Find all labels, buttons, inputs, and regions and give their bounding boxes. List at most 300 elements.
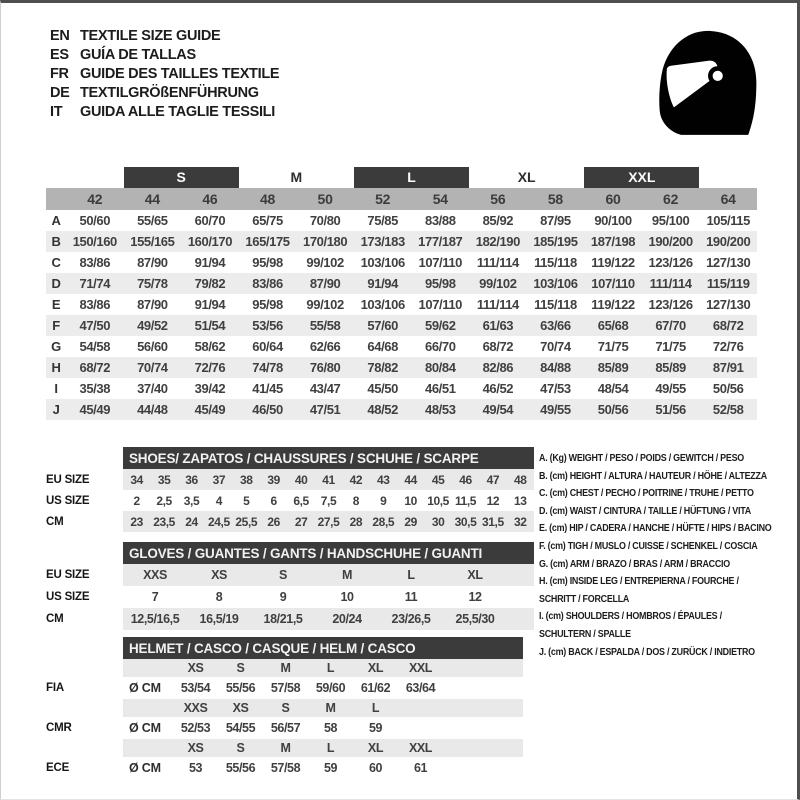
shoes-value: 31,5 (482, 514, 504, 529)
measure-value: 72/76 (712, 339, 744, 354)
language-row (50, 26, 279, 45)
measure-value: 177/187 (418, 234, 463, 249)
shoes-value: 11,5 (454, 493, 477, 508)
measure-value: 41/45 (252, 381, 283, 396)
legend-line: H. (cm) INSIDE LEG / ENTREPIERNA / FOURCHE / (539, 575, 739, 588)
language-row (50, 102, 279, 121)
measure-value: 95/98 (425, 276, 456, 291)
measure-value: 50/60 (79, 213, 111, 228)
measure-value: 65/68 (597, 318, 629, 333)
measure-value: 49/55 (655, 381, 686, 396)
measure-value: 37/40 (137, 381, 168, 396)
measure-row-c (46, 252, 757, 273)
shoes-value: 44 (404, 472, 417, 487)
measure-row-a (46, 210, 757, 231)
shoes-value: 42 (349, 472, 363, 487)
measure-value: 95/98 (252, 255, 283, 270)
measure-row-f (46, 315, 757, 336)
measure-row-j (46, 399, 757, 420)
helmet-size: XS (187, 741, 204, 755)
measure-value: 61/63 (482, 318, 514, 333)
size-number: 58 (547, 191, 564, 207)
legend-line: B. (cm) HEIGHT / ALTURA / HAUTEUR / HÖHE / ALTEZZA (539, 469, 767, 482)
measure-value: 107/110 (591, 276, 635, 291)
legend-item-i (539, 608, 770, 643)
gloves-row-us-size (46, 586, 534, 608)
measure-value: 50/56 (597, 402, 629, 417)
shoes-value: 36 (185, 472, 198, 487)
measure-row-label: H (51, 360, 61, 375)
size-strip (123, 699, 523, 717)
measure-value: 84/88 (540, 360, 571, 375)
gloves-row-cm (46, 608, 534, 630)
helmet-size: XXS (183, 701, 208, 715)
measure-value: 87/95 (540, 213, 571, 228)
measure-value: 160/170 (187, 234, 233, 249)
measure-value: 51/56 (655, 402, 686, 417)
measure-row-b (46, 231, 757, 252)
helmet-value: 55/56 (225, 681, 256, 695)
measure-value: 103/106 (533, 276, 578, 291)
shoes-value: 39 (267, 472, 280, 487)
measure-value: 39/42 (194, 381, 226, 396)
helmet-size: L (326, 741, 335, 755)
legend-item-h (539, 573, 770, 608)
gloves-value: 12 (468, 590, 482, 604)
shoes-value: 2,5 (156, 493, 172, 508)
shoes-value: 46 (459, 472, 472, 487)
shoes-value: 23 (130, 514, 143, 529)
measure-value: 75/78 (137, 276, 168, 291)
measure-value: 80/84 (425, 360, 456, 375)
measure-row-label: C (51, 255, 61, 270)
size-group-l: L (354, 167, 469, 188)
language-header (50, 26, 279, 121)
measure-value: 56/60 (137, 339, 168, 354)
gloves-value: XS (211, 568, 227, 582)
size-number: 60 (605, 191, 621, 207)
measure-row-label: J (52, 402, 60, 417)
measure-value: 90/100 (594, 213, 632, 228)
legend-line: SCHRITT / FORCELLA (539, 592, 630, 605)
unit-label: US SIZE (46, 494, 90, 507)
value-strip (123, 608, 534, 630)
gloves-value: 20/24 (332, 612, 362, 626)
measure-value: 165/175 (245, 234, 290, 249)
measure-row-h (46, 357, 757, 378)
measure-value: 111/114 (476, 297, 519, 312)
measure-value: 187/198 (590, 234, 636, 249)
shoes-value: 27,5 (317, 514, 340, 529)
measure-value: 103/106 (360, 297, 405, 312)
gloves-value: 12,5/16,5 (130, 612, 180, 626)
gloves-value: 8 (215, 590, 223, 604)
helmet-size: XXL (408, 661, 433, 675)
value-strip (123, 511, 534, 532)
shoes-value: 6 (270, 493, 277, 508)
size-group-xxl: XXL (584, 167, 699, 188)
size-number: 48 (259, 191, 276, 207)
measure-row-d (46, 273, 757, 294)
measure-value: 107/110 (418, 255, 463, 270)
measure-value: 68/72 (79, 360, 111, 375)
helmet-value: 53/54 (180, 681, 211, 695)
helmet-size: M (280, 741, 291, 755)
measure-value: 71/75 (597, 339, 629, 354)
value-strip (123, 677, 523, 699)
shoes-value: 45 (431, 472, 445, 487)
size-number: 56 (490, 191, 506, 207)
gloves-row-eu-size (46, 564, 534, 586)
helmet-size-row-cmr (46, 699, 523, 717)
measure-value: 123/126 (648, 297, 693, 312)
measure-value: 47/50 (79, 318, 111, 333)
helmet-size: XS (232, 701, 249, 715)
measure-value: 70/80 (309, 213, 341, 228)
measure-row-label: B (51, 234, 61, 249)
measure-value: 83/86 (79, 255, 111, 270)
legend-item-c (539, 485, 770, 503)
helmet-value: 60 (368, 761, 383, 775)
measure-value: 55/65 (137, 213, 168, 228)
helmet-size: XL (367, 661, 384, 675)
size-group-s: S (124, 167, 239, 188)
helmet-size: M (280, 661, 291, 675)
shoes-value: 30 (431, 514, 445, 529)
measure-value: 67/70 (655, 318, 686, 333)
language-guide-title: TEXTILGRÖßENFÜHRUNG (80, 84, 259, 101)
measure-value: 82/86 (482, 360, 514, 375)
measure-value: 91/94 (367, 276, 398, 291)
measure-value: 123/126 (648, 255, 693, 270)
gloves-value: XXS (143, 568, 167, 582)
helmet-value: 59/60 (315, 681, 346, 695)
shoes-value: 12 (486, 493, 500, 508)
language-row (50, 45, 279, 64)
helmet-size: XXL (408, 741, 433, 755)
gloves-value: 16,5/19 (199, 612, 239, 626)
shoes-value: 6,5 (293, 493, 309, 508)
measure-value: 105/115 (706, 213, 750, 228)
measure-value: 87/90 (137, 297, 168, 312)
helmet-size: S (236, 741, 245, 755)
helmet-size: S (236, 661, 245, 675)
shoes-value: 7,5 (320, 493, 337, 508)
measure-value: 79/82 (194, 276, 226, 291)
measure-value: 47/53 (540, 381, 571, 396)
measure-row-label: G (51, 339, 61, 354)
measure-value: 70/74 (137, 360, 168, 375)
shoes-value: 32 (514, 514, 527, 529)
gloves-table (46, 542, 534, 630)
shoes-value: 26 (267, 514, 280, 529)
helmet-size: S (281, 701, 290, 715)
language-code-it: IT (50, 103, 63, 120)
measure-value: 50/56 (712, 381, 744, 396)
shoes-value: 13 (514, 493, 527, 508)
measure-row-g (46, 336, 757, 357)
language-guide-title: TEXTILE SIZE GUIDE (80, 27, 221, 44)
size-group-row (46, 167, 757, 188)
measure-value: 43/47 (309, 381, 341, 396)
unit-label: EU SIZE (46, 473, 90, 486)
measure-value: 55/58 (309, 318, 341, 333)
measure-value: 95/98 (252, 297, 283, 312)
value-strip (123, 490, 534, 511)
standard-label-spacer (46, 739, 123, 757)
gloves-value: 11 (404, 590, 418, 604)
measure-value: 62/66 (309, 339, 341, 354)
racing-helmet-icon (650, 27, 763, 141)
measure-value: 111/114 (649, 276, 692, 291)
shoes-value: 29 (404, 514, 417, 529)
measure-value: 66/70 (425, 339, 456, 354)
gloves-value: 7 (151, 590, 159, 604)
language-guide-title: GUÍA DE TALLAS (80, 46, 196, 63)
language-guide-title: GUIDA ALLE TAGLIE TESSILI (80, 103, 275, 120)
measure-value: 190/200 (706, 234, 751, 249)
shoes-value: 38 (240, 472, 253, 487)
shoes-value: 28 (349, 514, 363, 529)
helmet-title: HELMET / CASCO / CASQUE / HELM / CASCO (123, 637, 523, 659)
measure-value: 115/119 (706, 276, 750, 291)
value-strip (123, 564, 534, 586)
measure-value: 83/86 (79, 297, 111, 312)
measure-row-label: F (52, 318, 60, 333)
measure-value: 45/49 (79, 402, 111, 417)
measure-value: 87/91 (712, 360, 744, 375)
measure-value: 91/94 (194, 297, 226, 312)
size-group-xl: XL (517, 169, 536, 185)
measure-value: 70/74 (540, 339, 571, 354)
legend-line: J. (cm) BACK / ESPALDA / DOS / ZURÜCK / INDIETRO (539, 645, 755, 658)
language-guide-title: GUIDE DES TAILLES TEXTILE (80, 65, 280, 82)
helmet-value: 61 (413, 761, 428, 775)
helmet-size-row-fia (46, 659, 523, 677)
measure-value: 85/89 (597, 360, 629, 375)
measure-value: 71/75 (655, 339, 686, 354)
shoes-value: 10,5 (427, 493, 449, 508)
shoes-value: 35 (157, 472, 171, 487)
measure-value: 48/53 (425, 402, 456, 417)
shoes-value: 10 (404, 493, 417, 508)
helmet-value: 55/56 (225, 761, 256, 775)
helmet-size: XS (187, 661, 204, 675)
shoes-value: 47 (486, 472, 500, 487)
measure-value: 49/55 (540, 402, 571, 417)
legend-item-b (539, 468, 770, 486)
measurement-legend (539, 450, 770, 661)
legend-line: C. (cm) CHEST / PECHO / POITRINE / TRUHE / PETTO (539, 487, 754, 500)
measure-value: 107/110 (418, 297, 463, 312)
measure-value: 99/102 (306, 297, 344, 312)
language-row (50, 83, 279, 102)
measure-value: 85/92 (482, 213, 514, 228)
legend-line: D. (cm) WAIST / CINTURA / TAILLE / HÜFTUNG / VITA (539, 504, 751, 517)
shoes-value: 27 (294, 514, 308, 529)
measure-value: 155/165 (130, 234, 175, 249)
measure-value: 59/62 (425, 318, 456, 333)
measure-value: 51/54 (194, 318, 226, 333)
helmet-value-row-cmr (46, 717, 523, 739)
measure-value: 53/56 (252, 318, 283, 333)
shoes-value: 40 (294, 472, 308, 487)
legend-line: I. (cm) SHOULDERS / HOMBROS / ÉPAULES / (539, 610, 722, 623)
shoes-row-cm (46, 511, 534, 532)
measure-value: 54/58 (79, 339, 111, 354)
language-row (50, 64, 279, 83)
measure-value: 170/180 (303, 234, 348, 249)
legend-item-d (539, 503, 770, 521)
measure-row-label: I (54, 381, 58, 396)
legend-line: F. (cm) TIGH / MUSLO / CUISSE / SCHENKEL / COSCIA (539, 539, 758, 552)
size-number: 42 (87, 191, 103, 207)
shoes-title: SHOES/ ZAPATOS / CHAUSSURES / SCHUHE / SCARPE (123, 447, 534, 469)
helmet-value: 63/64 (405, 681, 436, 695)
helmet-value: 57/58 (270, 681, 301, 695)
legend-item-j (539, 644, 770, 662)
measure-value: 87/90 (309, 276, 341, 291)
helmet-value: 59 (368, 721, 383, 735)
size-strip (123, 739, 523, 757)
helmet-size-row-ece (46, 739, 523, 757)
measure-value: 68/72 (712, 318, 744, 333)
shoes-value: 9 (380, 493, 387, 508)
standard-label-fia: FIA (46, 682, 64, 694)
measure-value: 68/72 (482, 339, 514, 354)
measure-value: 46/50 (252, 402, 283, 417)
measure-value: 91/94 (194, 255, 226, 270)
measure-value: 64/68 (367, 339, 398, 354)
diameter-cm-label: Ø CM (129, 721, 161, 735)
measure-value: 47/51 (309, 402, 341, 417)
measure-value: 185/195 (533, 234, 578, 249)
helmet-value: 56/57 (270, 721, 301, 735)
legend-item-a (539, 450, 770, 468)
shoes-value: 28,5 (372, 514, 395, 529)
shoes-value: 23,5 (153, 514, 175, 529)
standard-label-spacer (46, 659, 123, 677)
size-number: 54 (432, 191, 448, 207)
legend-item-e (539, 520, 770, 538)
shoes-value: 2 (133, 493, 140, 508)
measure-value: 115/118 (534, 297, 577, 312)
measure-value: 85/89 (655, 360, 686, 375)
helmet-size: L (371, 701, 380, 715)
helmet-value: 53 (188, 761, 203, 775)
size-number: 62 (663, 191, 679, 207)
value-strip (123, 469, 534, 490)
standard-label-spacer (46, 699, 123, 717)
measure-value: 75/85 (367, 213, 398, 228)
gloves-value: 23/26,5 (391, 612, 431, 626)
measure-value: 150/160 (72, 234, 117, 249)
gloves-value: 25,5/30 (455, 612, 495, 626)
measure-value: 60/70 (194, 213, 226, 228)
size-number-row (46, 188, 757, 210)
helmet-size: L (326, 661, 335, 675)
measure-value: 57/60 (367, 318, 398, 333)
gloves-value: M (341, 568, 352, 582)
measure-value: 60/64 (252, 339, 283, 354)
helmet-value: 54/55 (225, 721, 256, 735)
measure-value: 95/100 (651, 213, 690, 228)
measure-value: 35/38 (79, 381, 111, 396)
size-group-m: M (290, 169, 303, 185)
measure-value: 52/58 (712, 402, 744, 417)
shoes-row-us-size (46, 490, 534, 511)
measure-value: 87/90 (137, 255, 168, 270)
shoes-value: 34 (130, 472, 143, 487)
language-code-en: EN (50, 27, 70, 44)
legend-line: SCHULTERN / SPALLE (539, 627, 631, 640)
unit-label: CM (46, 613, 64, 625)
measure-value: 127/130 (706, 255, 751, 270)
size-number: 44 (144, 191, 160, 207)
shoes-value: 5 (243, 493, 250, 508)
shoes-value: 24 (185, 514, 198, 529)
diameter-cm-label: Ø CM (129, 681, 161, 695)
standard-label-ece: ECE (46, 762, 70, 774)
legend-item-f (539, 538, 770, 556)
measure-row-e (46, 294, 757, 315)
measure-value: 111/114 (476, 255, 519, 270)
measure-value: 74/78 (252, 360, 283, 375)
measure-value: 119/122 (591, 297, 635, 312)
unit-label: EU SIZE (46, 569, 90, 581)
measure-row-label: E (51, 297, 61, 312)
language-code-de: DE (50, 84, 70, 101)
measure-value: 83/88 (425, 213, 456, 228)
size-strip (123, 659, 523, 677)
measure-value: 65/75 (252, 213, 283, 228)
legend-item-g (539, 556, 770, 574)
helmet-size: XL (367, 741, 384, 755)
measure-row-label: D (51, 276, 61, 291)
legend-line: A. (Kg) WEIGHT / PESO / POIDS / GEWITCH / PESO (539, 452, 744, 464)
measure-value: 63/66 (540, 318, 571, 333)
size-number: 46 (202, 191, 218, 207)
measure-value: 72/76 (194, 360, 226, 375)
measure-value: 190/200 (648, 234, 693, 249)
measure-value: 182/190 (475, 234, 520, 249)
value-strip (123, 717, 523, 739)
helmet-value: 52/53 (180, 721, 211, 735)
gloves-value: S (279, 568, 287, 582)
measure-row-i (46, 378, 757, 399)
helmet-value-row-ece (46, 757, 523, 779)
diameter-cm-label: Ø CM (129, 761, 161, 775)
helmet-size: M (325, 701, 336, 715)
measure-value: 76/80 (309, 360, 341, 375)
gloves-title: GLOVES / GUANTES / GANTS / HANDSCHUHE / GUANTI (123, 542, 534, 564)
size-number: 50 (317, 191, 333, 207)
measure-value: 49/54 (482, 402, 514, 417)
shoes-value: 41 (322, 472, 335, 487)
measure-value: 115/118 (534, 255, 577, 270)
shoes-value: 25,5 (235, 514, 258, 529)
measure-value: 48/52 (367, 402, 398, 417)
measure-value: 99/102 (306, 255, 344, 270)
size-number: 64 (720, 191, 736, 207)
measure-value: 49/52 (137, 318, 168, 333)
shoes-value: 8 (352, 493, 360, 508)
legend-line: G. (cm) ARM / BRAZO / BRAS / ARM / BRACCIO (539, 557, 730, 570)
helmet-value: 61/62 (360, 681, 391, 695)
shoes-value: 4 (215, 493, 223, 508)
value-strip (123, 586, 534, 608)
shoes-value: 37 (212, 472, 226, 487)
